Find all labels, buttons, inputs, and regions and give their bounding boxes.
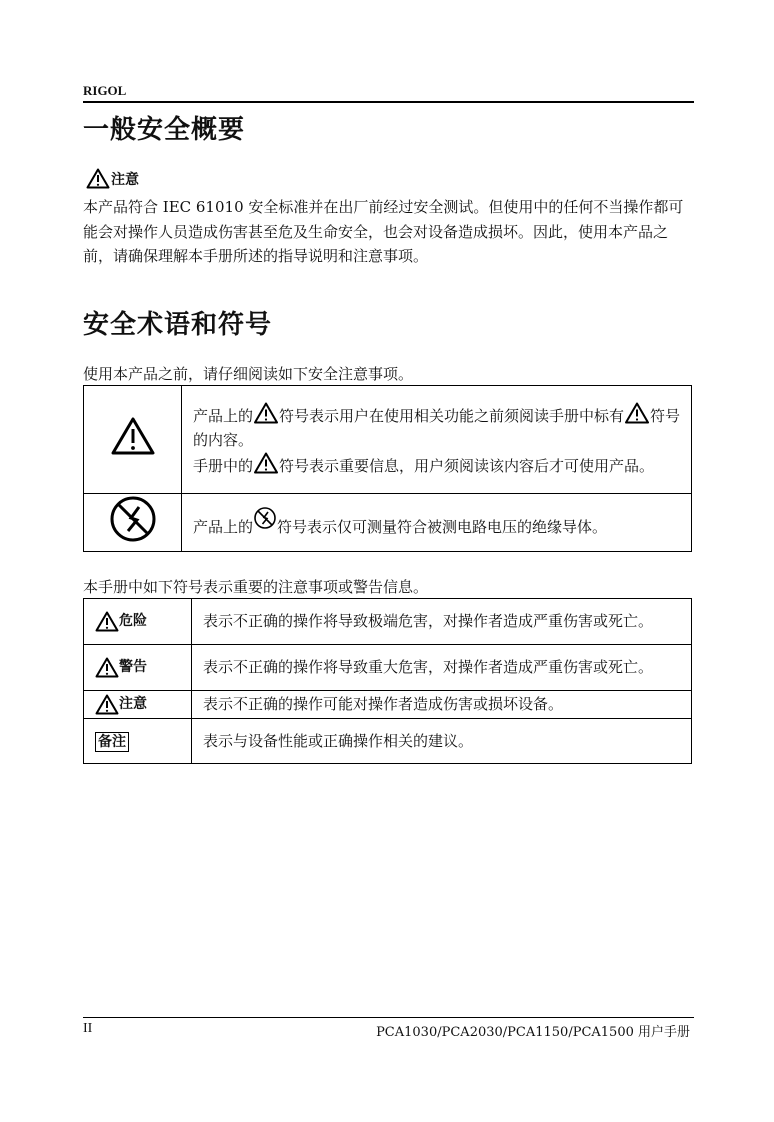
note-label-danger: 危险 [119, 613, 147, 629]
notes-intro: 本手册中如下符号表示重要的注意事项或警告信息。 [83, 578, 429, 596]
text-fragment: 符号表示用户在使用相关功能之前须阅读手册中标有 [279, 406, 625, 425]
warning-triangle-icon [95, 694, 119, 715]
text-fragment: 符号表示仅可测量符合被测电路电压的绝缘导体。 [277, 518, 608, 536]
note-text-warning: 表示不正确的操作将导致重大危害，对操作者造成严重伤害或死亡。 [192, 645, 692, 691]
note-text-caution: 表示不正确的操作可能对操作者造成伤害或损坏设备。 [192, 691, 692, 719]
symbol-description [182, 494, 692, 552]
symbol-row-insulated [84, 494, 692, 552]
footer-doc-title: PCA1030/PCA2030/PCA1150/PCA1500 用户手册 [376, 1025, 690, 1040]
text-fragment: 符号表示重要信息，用户须阅读该内容后才可使用产品。 [279, 456, 655, 475]
symbol-desc-line2 [193, 452, 685, 478]
note-label-caution: 注意 [119, 696, 147, 712]
notes-table [83, 598, 692, 764]
symbols-intro: 使用本产品之前，请仔细阅读如下安全注意事项。 [83, 365, 414, 383]
insulated-conductor-icon [253, 506, 277, 530]
insulated-conductor-icon [109, 495, 157, 543]
warning-triangle-icon [95, 611, 119, 632]
symbol-cell [84, 494, 182, 552]
note-text-remark: 表示与设备性能或正确操作相关的建议。 [192, 719, 692, 764]
symbol-table [83, 385, 692, 552]
warning-triangle-icon [95, 657, 119, 678]
text-fragment: 符号的内容。 [193, 406, 681, 449]
warning-triangle-icon [253, 402, 279, 424]
note-label-cell [84, 599, 192, 645]
text-fragment: 产品上的 [193, 406, 254, 425]
symbol-description [182, 386, 692, 494]
safety-paragraph: 本产品符合 IEC 61010 安全标准并在出厂前经过安全测试。但使用中的任何不当操作都可能会对操作人员造成伤害甚至危及生命安全，也会对设备造成损坏。因此，使用本产品之前，请确保理解本手册所述的指导说明和注意事项。 [83, 198, 684, 265]
caution-label: 注意 [111, 172, 139, 188]
section-title-general-safety: 一般安全概要 [83, 115, 246, 145]
note-label-remark: 备注 [95, 732, 129, 752]
note-row-remark [84, 719, 692, 764]
symbol-cell [84, 386, 182, 494]
header-rule [83, 101, 694, 103]
page-number: II [83, 1021, 93, 1036]
warning-triangle-icon [253, 452, 279, 474]
symbol-desc-line1 [193, 402, 685, 452]
text-fragment: 产品上的 [193, 518, 254, 536]
note-row-caution [84, 691, 692, 719]
text-fragment: 手册中的 [193, 456, 254, 475]
section-title-terms-symbols: 安全术语和符号 [83, 310, 273, 340]
symbol-row-warning [84, 386, 692, 494]
note-label-cell [84, 691, 192, 719]
note-label-cell [84, 645, 192, 691]
caution-heading [86, 168, 139, 189]
note-label-cell [84, 719, 192, 764]
warning-triangle-icon [110, 416, 156, 456]
warning-triangle-icon [624, 402, 650, 424]
note-text-danger: 表示不正确的操作将导致极端危害，对操作者造成严重伤害或死亡。 [192, 599, 692, 645]
footer-rule [83, 1017, 694, 1018]
note-row-warning [84, 645, 692, 691]
note-label-warning: 警告 [119, 659, 147, 675]
header-brand: RIGOL [83, 83, 127, 98]
note-row-danger [84, 599, 692, 645]
warning-triangle-icon [86, 168, 110, 189]
